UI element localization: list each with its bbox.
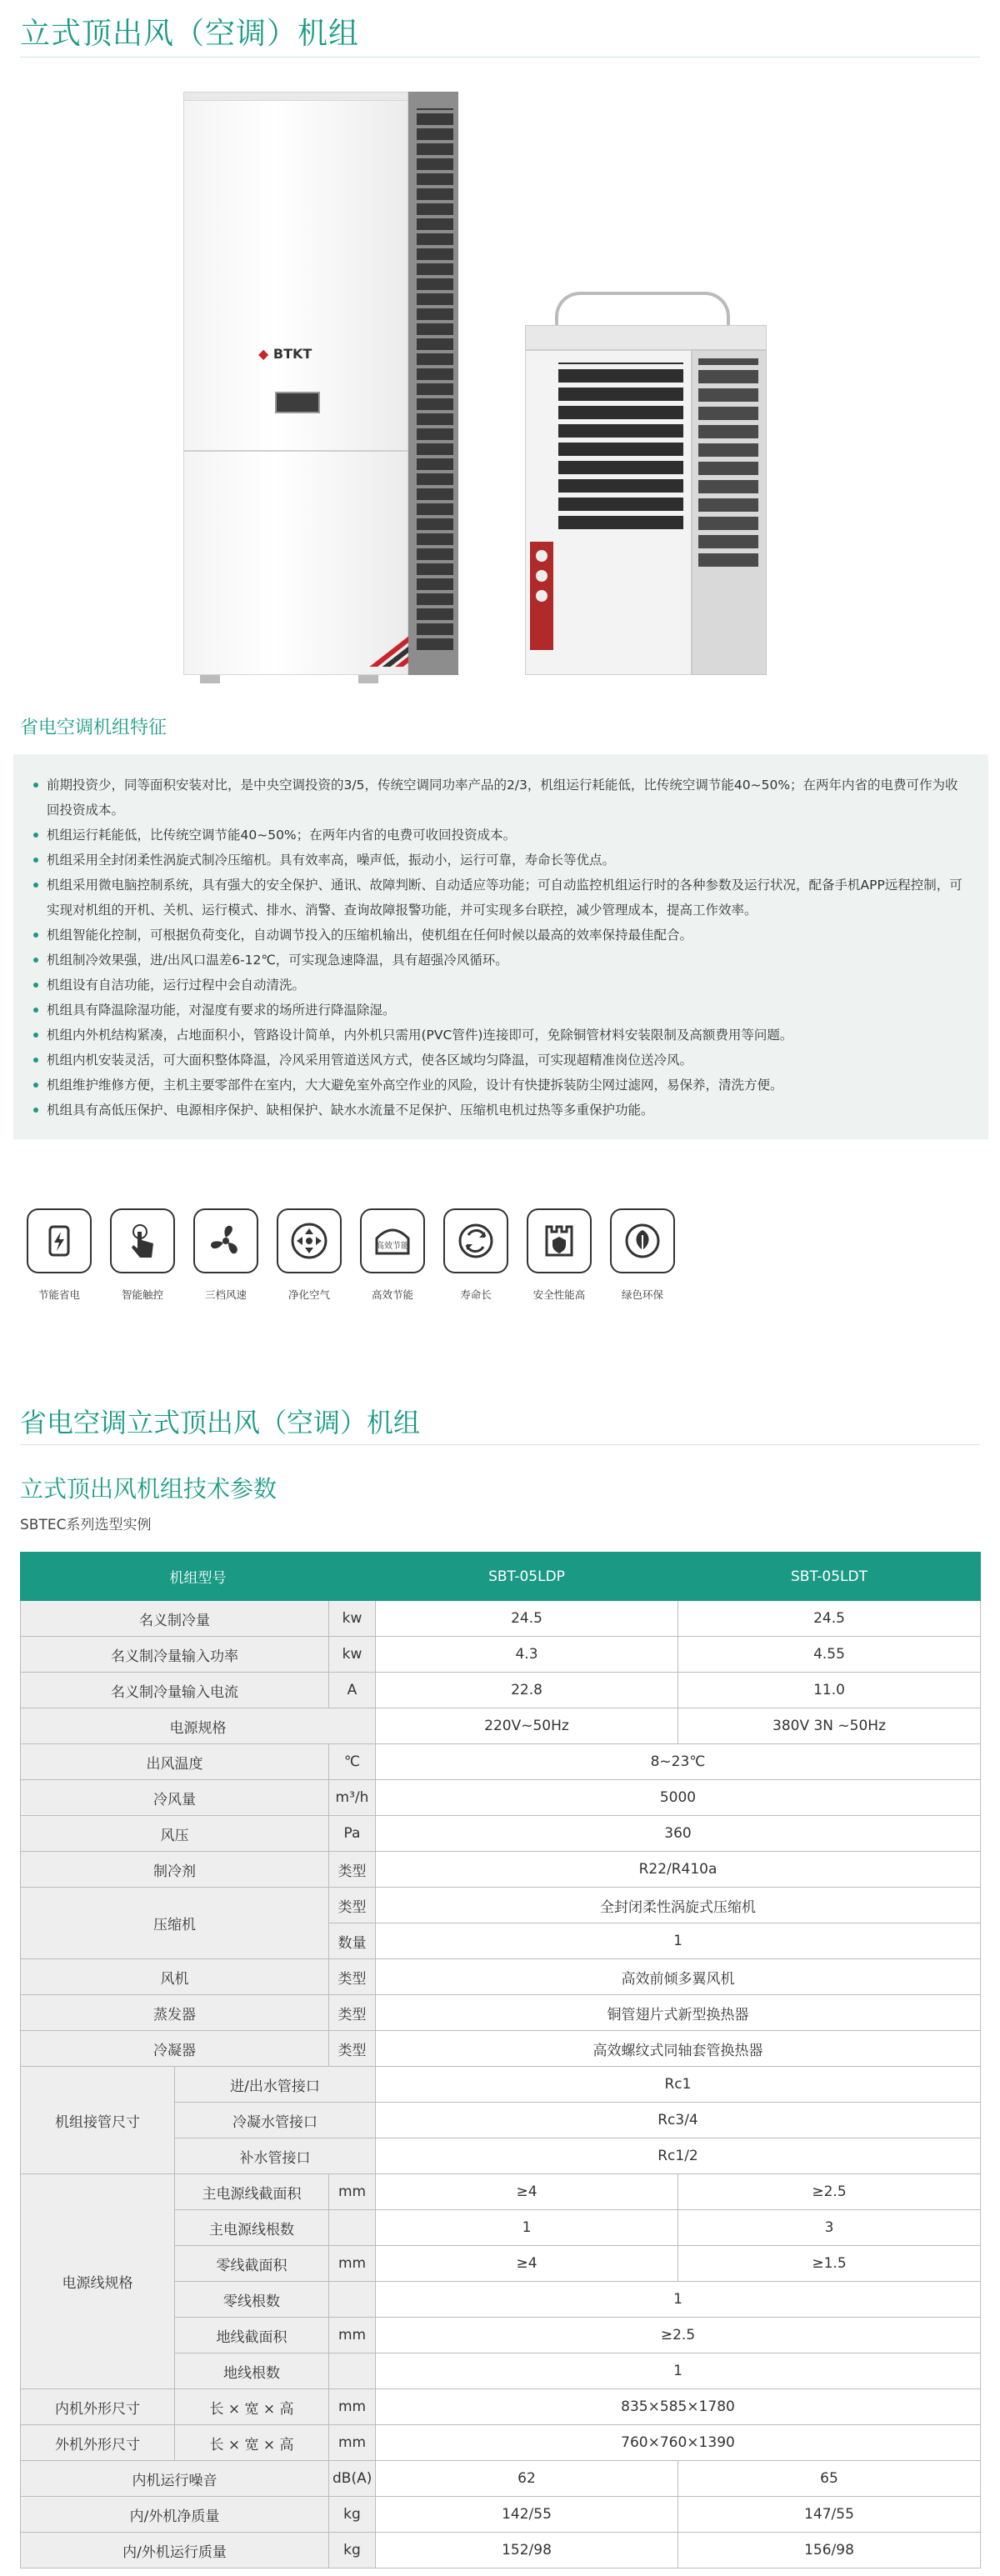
feature-item: 机组维护维修方便，主机主要零部件在室内，大大避免室外高空作业的风险，设计有快捷拆装防尘网过滤网，易保养，清洗方便。 <box>32 1073 970 1098</box>
page-title: 立式顶出风（空调）机组 <box>20 17 360 51</box>
fan-speed-icon <box>193 1208 258 1273</box>
section-title: 省电空调立式顶出风（空调）机组 <box>20 1407 421 1438</box>
table-row: 冷凝水管接口 Rc3/4 <box>21 2103 981 2138</box>
outdoor-control-strip <box>530 542 553 650</box>
table-row: 出风温度 ℃ 8~23℃ <box>21 1744 981 1780</box>
header-model-label: 机组型号 <box>21 1553 376 1601</box>
table-row: 零线截面积 mm ≥4 ≥1.5 <box>21 2246 981 2282</box>
feature-item: 机组运行耗能低，比传统空调节能40~50%；在两年内省的电费可收回投资成本。 <box>32 823 970 848</box>
table-row: 压缩机 类型 全封闭柔性涡旋式压缩机 <box>21 1888 981 1923</box>
feature-icon-cell: 高效节能 高效节能 <box>360 1208 443 1308</box>
feature-icon-cell: 三档风速 <box>193 1208 277 1308</box>
table-row: 主电源线根数 1 3 <box>21 2210 981 2246</box>
feature-item: 机组内机安装灵活，可大面积整体降温，冷风采用管道送风方式，使各区域均匀降温，可实现超精准岗位送冷风。 <box>32 1048 970 1073</box>
outdoor-unit-image <box>525 292 767 683</box>
table-row: 冷凝器 类型 高效螺纹式同轴套管换热器 <box>21 2031 981 2067</box>
feature-item: 机组制冷效果强，进/出风口温差6-12℃，可实现急速降温，具有超强冷风循环。 <box>32 948 970 973</box>
feature-icons-row <box>27 1208 693 1308</box>
spec-subtitle: SBTEC系列选型实例 <box>20 1517 152 1533</box>
feature-item: 机组具有降温除湿功能，对湿度有要求的场所进行降温除湿。 <box>32 998 970 1023</box>
indoor-unit-image <box>183 92 458 683</box>
table-row: 冷风量 m³/h 5000 <box>21 1780 981 1816</box>
air-purify-icon <box>277 1208 342 1273</box>
title-divider <box>20 57 980 58</box>
feature-item: 机组内外机结构紧凑，占地面积小，管路设计简单，内外机只需用(PVC管件)连接即可，免除铜管材料安装限制及高额费用等问题。 <box>32 1023 970 1048</box>
table-row: 风压 Pa 360 <box>21 1816 981 1852</box>
feature-icon-cell: 绿色环保 <box>610 1208 693 1308</box>
table-row: 零线根数 1 <box>21 2282 981 2318</box>
feature-item: 机组智能化控制，可根据负荷变化，自动调节投入的压缩机输出，使机组在任何时候以最高的效率保持最佳配合。 <box>32 923 970 948</box>
table-row: 补水管接口 Rc1/2 <box>21 2138 981 2174</box>
table-row: 名义制冷量输入电流 A 22.8 11.0 <box>21 1673 981 1708</box>
header-model-2: SBT-05LDT <box>678 1553 981 1601</box>
table-row: 地线截面积 mm ≥2.5 <box>21 2318 981 2353</box>
table-row: 蒸发器 类型 铜管翅片式新型换热器 <box>21 1995 981 2031</box>
feature-icon-cell: 智能触控 <box>110 1208 193 1308</box>
feature-icon-cell: 安全性能高 <box>527 1208 610 1308</box>
feature-item: 机组设有自洁功能，运行过程中会自动清洗。 <box>32 973 970 998</box>
table-row: 机组接管尺寸 进/出水管接口 Rc1 <box>21 2067 981 2103</box>
decor-stripes <box>333 617 408 667</box>
control-display <box>275 392 320 413</box>
svg-text:高效节能: 高效节能 <box>376 1242 409 1251</box>
brand-logo: ◆ BTKT <box>258 346 312 362</box>
table-row: 制冷剂 类型 R22/R410a <box>21 1852 981 1888</box>
table-row: 内机运行噪音 dB(A) 62 65 <box>21 2461 981 2497</box>
table-row: 内机外形尺寸 长 × 宽 × 高 mm 835×585×1780 <box>21 2389 981 2425</box>
feature-item: 机组采用微电脑控制系统，具有强大的安全保护、通讯、故障判断、自动适应等功能；可自动监控机组运行时的各种参数及运行状况，配备手机APP远程控制，可实现对机组的开机、关机、运行模式、排水、消警、查询故障报警功能，并可实现多台联控，减少管理成本，提高工作效率。 <box>32 873 970 923</box>
table-row: 内/外机运行质量 kg 152/98 156/98 <box>21 2533 981 2568</box>
energy-saving-icon <box>27 1208 92 1273</box>
spec-title: 立式顶出风机组技术参数 <box>20 1475 278 1503</box>
table-row: 电源规格 220V~50Hz 380V 3N ~50Hz <box>21 1708 981 1744</box>
table-row: 数量 1 <box>21 1923 981 1959</box>
table-row: 名义制冷量输入功率 kw 4.3 4.55 <box>21 1637 981 1673</box>
feature-item: 机组采用全封闭柔性涡旋式制冷压缩机。具有效率高，噪声低，振动小，运行可靠，寿命长等优点。 <box>32 848 970 873</box>
section-divider <box>20 1444 980 1445</box>
eco-icon <box>610 1208 675 1273</box>
efficiency-badge-icon <box>360 1208 425 1273</box>
table-row: 地线根数 1 <box>21 2353 981 2389</box>
feature-item: 机组具有高低压保护、电源相序保护、缺相保护、缺水水流量不足保护、压缩机电机过热等多重保护功能。 <box>32 1098 970 1123</box>
spec-table <box>20 1552 981 2568</box>
header-model-1: SBT-05LDP <box>376 1553 678 1601</box>
table-row: 外机外形尺寸 长 × 宽 × 高 mm 760×760×1390 <box>21 2425 981 2461</box>
feature-item: 前期投资少，同等面积安装对比，是中央空调投资的3/5，传统空调同功率产品的2/3，机组运行耗能低，比传统空调节能40~50%；在两年内省的电费可作为收回投资成本。 <box>32 773 970 823</box>
feature-icon-cell: 净化空气 <box>277 1208 360 1308</box>
product-images <box>167 83 800 692</box>
feature-icon-cell: 节能省电 <box>27 1208 110 1308</box>
long-life-icon <box>443 1208 508 1273</box>
table-row: 风机 类型 高效前倾多翼风机 <box>21 1959 981 1995</box>
feature-icon-cell: 寿命长 <box>443 1208 527 1308</box>
table-row: 内/外机净质量 kg 142/55 147/55 <box>21 2497 981 2533</box>
table-header-row <box>21 1553 981 1601</box>
safety-icon <box>527 1208 592 1273</box>
table-row: 电源线规格 主电源线截面积 mm ≥4 ≥2.5 <box>21 2174 981 2210</box>
table-row: 名义制冷量 kw 24.5 24.5 <box>21 1601 981 1637</box>
features-list <box>13 754 988 1139</box>
touch-control-icon <box>110 1208 175 1273</box>
features-title: 省电空调机组特征 <box>20 718 168 738</box>
